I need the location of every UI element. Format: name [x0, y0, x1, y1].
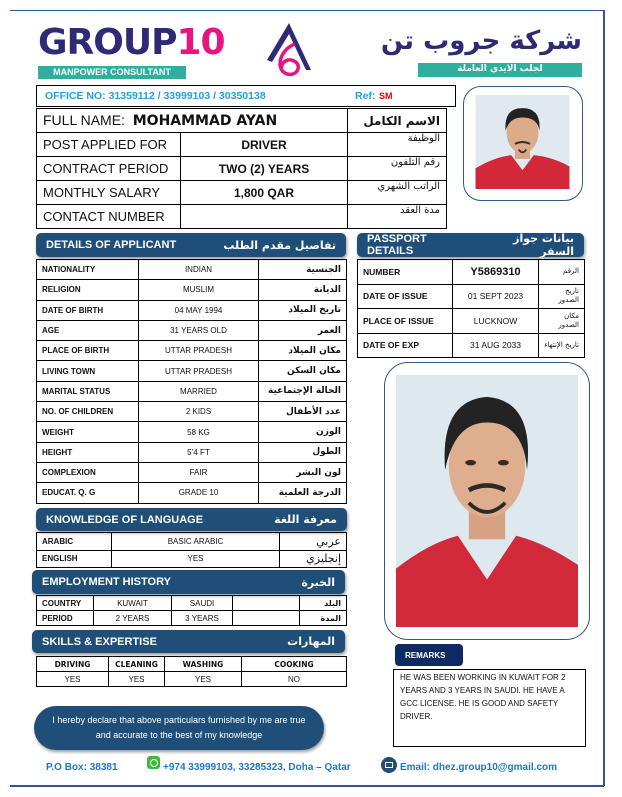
brand-number: 10	[176, 22, 225, 63]
row-value: 3 YEARS	[172, 611, 233, 626]
skills-table	[36, 656, 347, 687]
top-row	[37, 133, 447, 157]
whatsapp-icon	[147, 756, 160, 769]
row-label: CONTRACT PERIOD	[37, 157, 181, 181]
row-value: UTTAR PRADESH	[139, 361, 259, 381]
remarks-text: HE WAS BEEN WORKING IN KUWAIT FOR 2 YEARS AND 3 YEARS IN SAUDI. HE HAVE A GCC LICENSE. HE IS GOOD AND SAFETY DRIVER.	[393, 669, 586, 747]
language-table	[36, 532, 347, 568]
row-label: NATIONALITY	[37, 260, 139, 280]
applicant-row	[37, 260, 347, 280]
page-border-right	[603, 10, 605, 786]
row-label-ar: رقم التلفون	[348, 157, 447, 181]
photo-frame-small	[463, 86, 583, 201]
employment-row	[37, 596, 347, 611]
row-label: PERIOD	[37, 611, 94, 626]
row-label-ar: الراتب الشهري	[348, 181, 447, 205]
applicant-row	[37, 462, 347, 482]
applicant-photo-small	[474, 95, 571, 189]
row-label-ar: الطول	[259, 442, 347, 462]
row-label-ar: البلد	[300, 596, 347, 611]
brand-name-ar: شركة جروب تن	[380, 26, 582, 56]
row-label: MONTHLY SALARY	[37, 181, 181, 205]
applicant-table	[36, 259, 347, 504]
applicant-row	[37, 320, 347, 340]
row-label: EDUCAT. Q. G	[37, 483, 139, 503]
section-title-ar: بيانات جواز السفر	[513, 232, 574, 258]
section-title: EMPLOYMENT HISTORY	[42, 576, 171, 588]
footer-email-link[interactable]: Email: dhez.group10@gmail.com	[400, 762, 558, 773]
skill-header: WASHING	[165, 657, 242, 672]
row-label-ar: مدة العقد	[348, 205, 447, 229]
full-name-label: FULL NAME:	[43, 112, 125, 128]
primary-info-table	[36, 108, 447, 229]
tagline-ar: لجلب الايدي العاملة	[418, 63, 582, 77]
passport-row	[358, 284, 585, 309]
company-emblem-icon	[265, 20, 313, 78]
row-value: KUWAIT	[94, 596, 172, 611]
section-header-applicant	[36, 233, 346, 257]
row-label-ar: عربي	[280, 533, 347, 551]
full-name-value: MOHAMMAD AYAN	[132, 113, 278, 129]
applicant-row	[37, 381, 347, 401]
row-label: PLACE OF ISSUE	[358, 309, 453, 334]
row-label-ar: مكان السكن	[259, 361, 347, 381]
section-title: SKILLS & EXPERTISE	[42, 635, 157, 648]
row-value: INDIAN	[139, 260, 259, 280]
passport-row	[358, 260, 585, 285]
passport-row	[358, 333, 585, 358]
ref-value: SM	[379, 91, 393, 101]
row-value: 01 SEPT 2023	[453, 284, 539, 309]
applicant-photo-large	[396, 375, 578, 627]
row-label: PLACE OF BIRTH	[37, 341, 139, 361]
top-row	[37, 205, 447, 229]
row-label-ar: لون البشر	[259, 462, 347, 482]
page-border-top	[10, 10, 604, 11]
row-label-ar: الوظيفة	[348, 133, 447, 157]
row-label-ar: الدرجة العلمية	[259, 483, 347, 503]
applicant-row	[37, 280, 347, 300]
row-value: YES	[112, 550, 280, 568]
row-value: 04 MAY 1994	[139, 300, 259, 320]
row-label: POST APPLIED FOR	[37, 133, 181, 157]
applicant-row	[37, 341, 347, 361]
row-label: MARITAL STATUS	[37, 381, 139, 401]
row-value: UTTAR PRADESH	[139, 341, 259, 361]
passport-table	[357, 259, 585, 358]
row-value: 31 AUG 2033	[453, 333, 539, 358]
row-label-ar: تاريخ الصدور	[539, 284, 585, 309]
skill-value: NO	[242, 672, 347, 687]
row-label: COUNTRY	[37, 596, 94, 611]
skill-value: YES	[37, 672, 109, 687]
row-label-ar: مكان الصدور	[539, 309, 585, 334]
full-name-row	[37, 109, 447, 133]
row-label: CONTACT NUMBER	[37, 205, 181, 229]
section-title: KNOWLEDGE OF LANGUAGE	[46, 513, 204, 526]
row-label-ar: الرقم	[539, 260, 585, 285]
row-label-ar: عدد الأطفال	[259, 402, 347, 422]
passport-row	[358, 309, 585, 334]
declaration: I hereby declare that above particulars furnished by me are true and accurate to the best of my knowledge	[34, 706, 324, 750]
row-label: RELIGION	[37, 280, 139, 300]
row-value: TWO (2) YEARS	[181, 157, 348, 181]
row-label-ar: تاريخ الإنتهاء	[539, 333, 585, 358]
row-label: COMPLEXION	[37, 462, 139, 482]
row-label: DATE OF ISSUE	[358, 284, 453, 309]
email-icon	[381, 757, 397, 773]
page-border-bottom	[10, 785, 604, 787]
full-name-label-ar: الاسم الكامل	[348, 109, 447, 133]
row-value: 2 YEARS	[94, 611, 172, 626]
language-row	[37, 550, 347, 568]
tagline-en: MANPOWER CONSULTANT	[38, 66, 186, 79]
row-label: ENGLISH	[37, 550, 112, 568]
row-value: 1,800 QAR	[181, 181, 348, 205]
section-header-passport	[357, 233, 584, 257]
row-label-ar: المدة	[300, 611, 347, 626]
applicant-row	[37, 483, 347, 503]
row-label-ar: الديانة	[259, 280, 347, 300]
skill-header: COOKING	[242, 657, 347, 672]
row-value	[181, 205, 348, 229]
remarks-label: REMARKS	[395, 644, 463, 666]
po-box: P.O Box: 38381	[46, 762, 118, 773]
section-title-ar: معرفة اللغة	[274, 513, 337, 526]
row-value: 58 KG	[139, 422, 259, 442]
section-title-ar: الخبرة	[301, 575, 335, 589]
row-value: SAUDI	[172, 596, 233, 611]
row-value	[233, 611, 300, 626]
row-value: MARRIED	[139, 381, 259, 401]
section-header-skills	[32, 630, 345, 653]
skill-header: DRIVING	[37, 657, 109, 672]
ref-label: Ref:	[355, 90, 376, 102]
row-label: DATE OF BIRTH	[37, 300, 139, 320]
employment-table	[36, 595, 347, 626]
skill-value: YES	[165, 672, 242, 687]
row-value: BASIC ARABIC	[112, 533, 280, 551]
office-bar	[36, 85, 456, 107]
section-title-ar: تفاصيل مقدم الطلب	[223, 238, 336, 252]
row-label: WEIGHT	[37, 422, 139, 442]
office-numbers: OFFICE NO: 31359112 / 33999103 / 30350138	[45, 90, 266, 102]
applicant-row	[37, 422, 347, 442]
brand-logo	[38, 24, 225, 62]
applicant-row	[37, 361, 347, 381]
row-label: LIVING TOWN	[37, 361, 139, 381]
row-label: HEIGHT	[37, 442, 139, 462]
row-label-ar: الجنسية	[259, 260, 347, 280]
employment-row	[37, 611, 347, 626]
row-label-ar: مكان الميلاد	[259, 341, 347, 361]
top-row	[37, 157, 447, 181]
row-value: 31 YEARS OLD	[139, 320, 259, 340]
applicant-row	[37, 442, 347, 462]
row-value: LUCKNOW	[453, 309, 539, 334]
applicant-row	[37, 402, 347, 422]
section-title: PASSPORT DETAILS	[367, 233, 427, 257]
photo-frame-large	[384, 362, 590, 640]
row-label: NO. OF CHILDREN	[37, 402, 139, 422]
section-header-language	[36, 508, 347, 531]
row-value: DRIVER	[181, 133, 348, 157]
row-label: AGE	[37, 320, 139, 340]
skill-header: CLEANING	[109, 657, 165, 672]
language-row	[37, 533, 347, 551]
section-header-employment	[32, 570, 345, 594]
row-label: DATE OF EXP	[358, 333, 453, 358]
row-label-ar: إنجليزي	[280, 550, 347, 568]
row-label-ar: الحالة الإجتماعية	[259, 381, 347, 401]
applicant-row	[37, 300, 347, 320]
row-label: NUMBER	[358, 260, 453, 285]
skill-value: YES	[109, 672, 165, 687]
top-row	[37, 181, 447, 205]
row-value: MUSLIM	[139, 280, 259, 300]
row-label-ar: الوزن	[259, 422, 347, 442]
row-value: FAIR	[139, 462, 259, 482]
row-label: ARABIC	[37, 533, 112, 551]
footer-phones: +974 33999103, 33285323, Doha – Qatar	[163, 762, 351, 773]
row-value: Y5869310	[453, 260, 539, 285]
row-value: 2 KIDS	[139, 402, 259, 422]
row-value: 5’4 FT	[139, 442, 259, 462]
row-value: GRADE 10	[139, 483, 259, 503]
row-label-ar: العمر	[259, 320, 347, 340]
row-label-ar: تاريخ الميلاد	[259, 300, 347, 320]
brand-name: GROUP	[38, 22, 177, 63]
section-title-ar: المهارات	[287, 635, 335, 648]
section-title: DETAILS OF APPLICANT	[46, 239, 177, 251]
row-value	[233, 596, 300, 611]
